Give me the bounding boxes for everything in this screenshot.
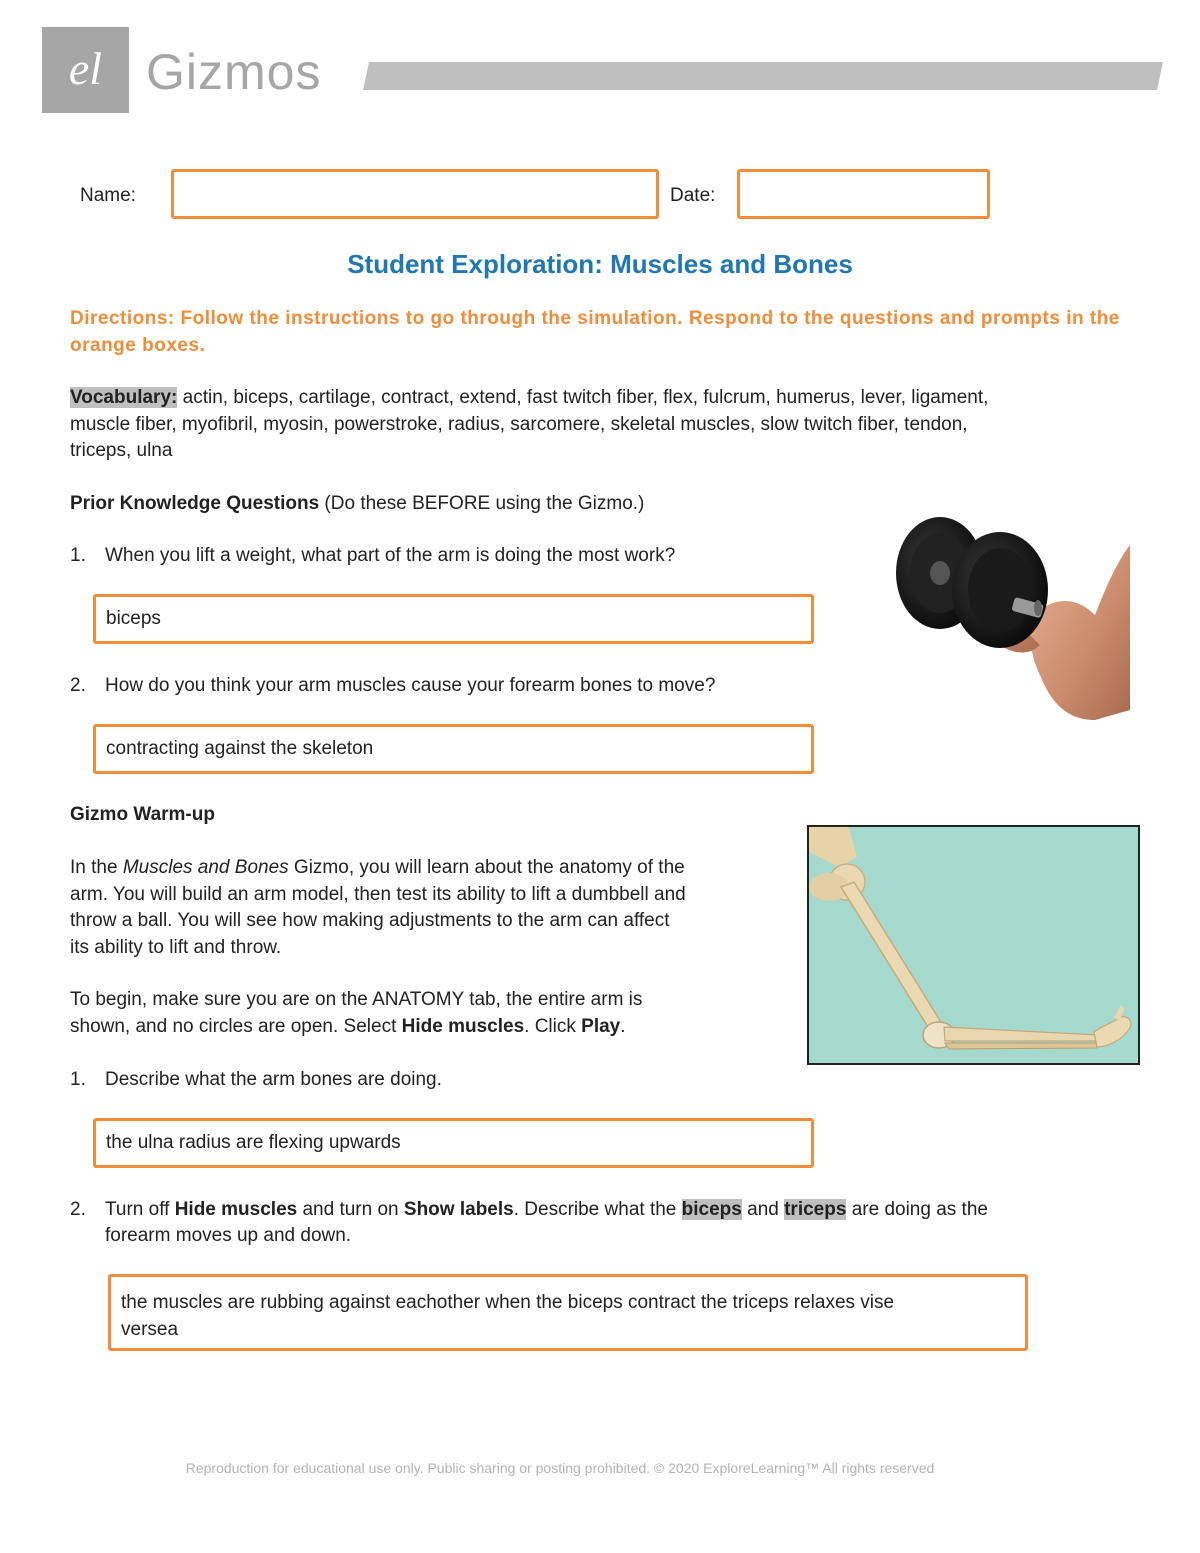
gizmo-name: Muscles and Bones xyxy=(122,857,289,878)
prior-heading-text: Prior Knowledge Questions xyxy=(70,493,320,514)
answer-line-1: the muscles are rubbing against eachother when the biceps contract the triceps relaxes vise xyxy=(121,1292,895,1313)
triceps-term: triceps xyxy=(784,1199,847,1220)
question-text xyxy=(105,1197,988,1249)
gizmos-brand: Gizmos xyxy=(146,44,322,100)
warmup-heading: Gizmo Warm-up xyxy=(70,804,215,825)
biceps-term: biceps xyxy=(681,1199,742,1220)
warmup-question-1 xyxy=(70,1067,790,1093)
play-term: Play xyxy=(581,1015,621,1037)
question-number: 1. xyxy=(70,1069,86,1090)
show-labels-term: Show labels xyxy=(403,1199,514,1220)
question-text: How do you think your arm muscles cause your forearm bones to move? xyxy=(105,675,716,696)
vocabulary-label: Vocabulary: xyxy=(70,387,178,408)
date-label: Date: xyxy=(670,185,716,206)
vocabulary-line-2: muscle fiber, myofibril, myosin, powerstroke, radius, sarcomere, skeletal muscles, slow twitch fiber, tendon, xyxy=(70,413,968,435)
explorelearning-logo xyxy=(42,27,129,113)
vocabulary-line-3: triceps, ulna xyxy=(70,440,173,461)
dumbbell-arm-image xyxy=(890,505,1140,730)
q-text: and xyxy=(741,1199,785,1220)
q-text: and turn on xyxy=(297,1199,404,1220)
name-label: Name: xyxy=(80,185,136,206)
prior-answer-2[interactable]: contracting against the skeleton xyxy=(93,724,814,774)
page-title: Student Exploration: Muscles and Bones xyxy=(347,249,853,279)
begin-text: . xyxy=(620,1015,626,1037)
warmup-answer-1[interactable]: the ulna radius are flexing upwards xyxy=(93,1118,814,1168)
prior-knowledge-heading xyxy=(70,491,644,518)
begin-text: shown, and no circles are open. Select xyxy=(70,1015,402,1037)
copyright-footer: Reproduction for educational use only. Public sharing or posting prohibited. © 2020 ExploreLearning™ All rights reserved xyxy=(185,1460,935,1476)
prior-question-1 xyxy=(70,543,830,569)
question-number: 1. xyxy=(70,545,86,566)
vocabulary xyxy=(70,385,1140,465)
hide-muscles-term: Hide muscles xyxy=(401,1015,525,1037)
begin-text: . Click xyxy=(524,1015,582,1037)
intro-line-4: its ability to lift and throw. xyxy=(70,936,282,958)
directions: Directions: Follow the instructions to go through the simulation. Respond to the questions and prompts in the orange boxes. xyxy=(70,308,1120,356)
warmup-begin-instructions xyxy=(70,987,790,1040)
question-text: Describe what the arm bones are doing. xyxy=(105,1069,442,1090)
intro-text: In the xyxy=(70,857,123,878)
begin-line-1: To begin, make sure you are on the ANATOMY tab, the entire arm is xyxy=(70,989,643,1010)
prior-answer-1[interactable]: biceps xyxy=(93,594,814,644)
arm-bones-drawing xyxy=(809,827,1138,1063)
vocabulary-line-1: actin, biceps, cartilage, contract, extend, fast twitch fiber, flex, fulcrum, humerus, lever, ligament, xyxy=(177,387,989,408)
name-field[interactable] xyxy=(171,169,659,219)
intro-text: Gizmo, you will learn about the anatomy of the xyxy=(288,857,685,878)
date-field[interactable] xyxy=(737,169,990,219)
header-bar xyxy=(363,62,1163,90)
q-text: are doing as the xyxy=(846,1199,988,1220)
warmup-intro xyxy=(70,855,790,961)
question-number: 2. xyxy=(70,675,86,696)
question-text: When you lift a weight, what part of the arm is doing the most work? xyxy=(105,545,676,566)
prior-heading-note: (Do these BEFORE using the Gizmo.) xyxy=(319,493,645,514)
warmup-question-2 xyxy=(70,1197,1150,1249)
q-text: . Describe what the xyxy=(513,1199,682,1220)
arm-skeleton-simulation-image xyxy=(807,825,1140,1065)
warmup-answer-2[interactable] xyxy=(108,1274,1028,1351)
q-text: Turn off xyxy=(105,1199,175,1220)
logo-letters: el xyxy=(68,43,103,94)
intro-line-2: arm. You will build an arm model, then test its ability to lift a dumbbell and xyxy=(70,883,686,905)
intro-line-3: throw a ball. You will see how making adjustments to the arm can affect xyxy=(70,910,670,931)
question-number: 2. xyxy=(70,1199,86,1220)
prior-question-2 xyxy=(70,673,830,699)
hide-muscles-term: Hide muscles xyxy=(174,1199,298,1220)
q-text-line-2: forearm moves up and down. xyxy=(105,1225,352,1246)
answer-line-2: versea xyxy=(121,1319,179,1340)
